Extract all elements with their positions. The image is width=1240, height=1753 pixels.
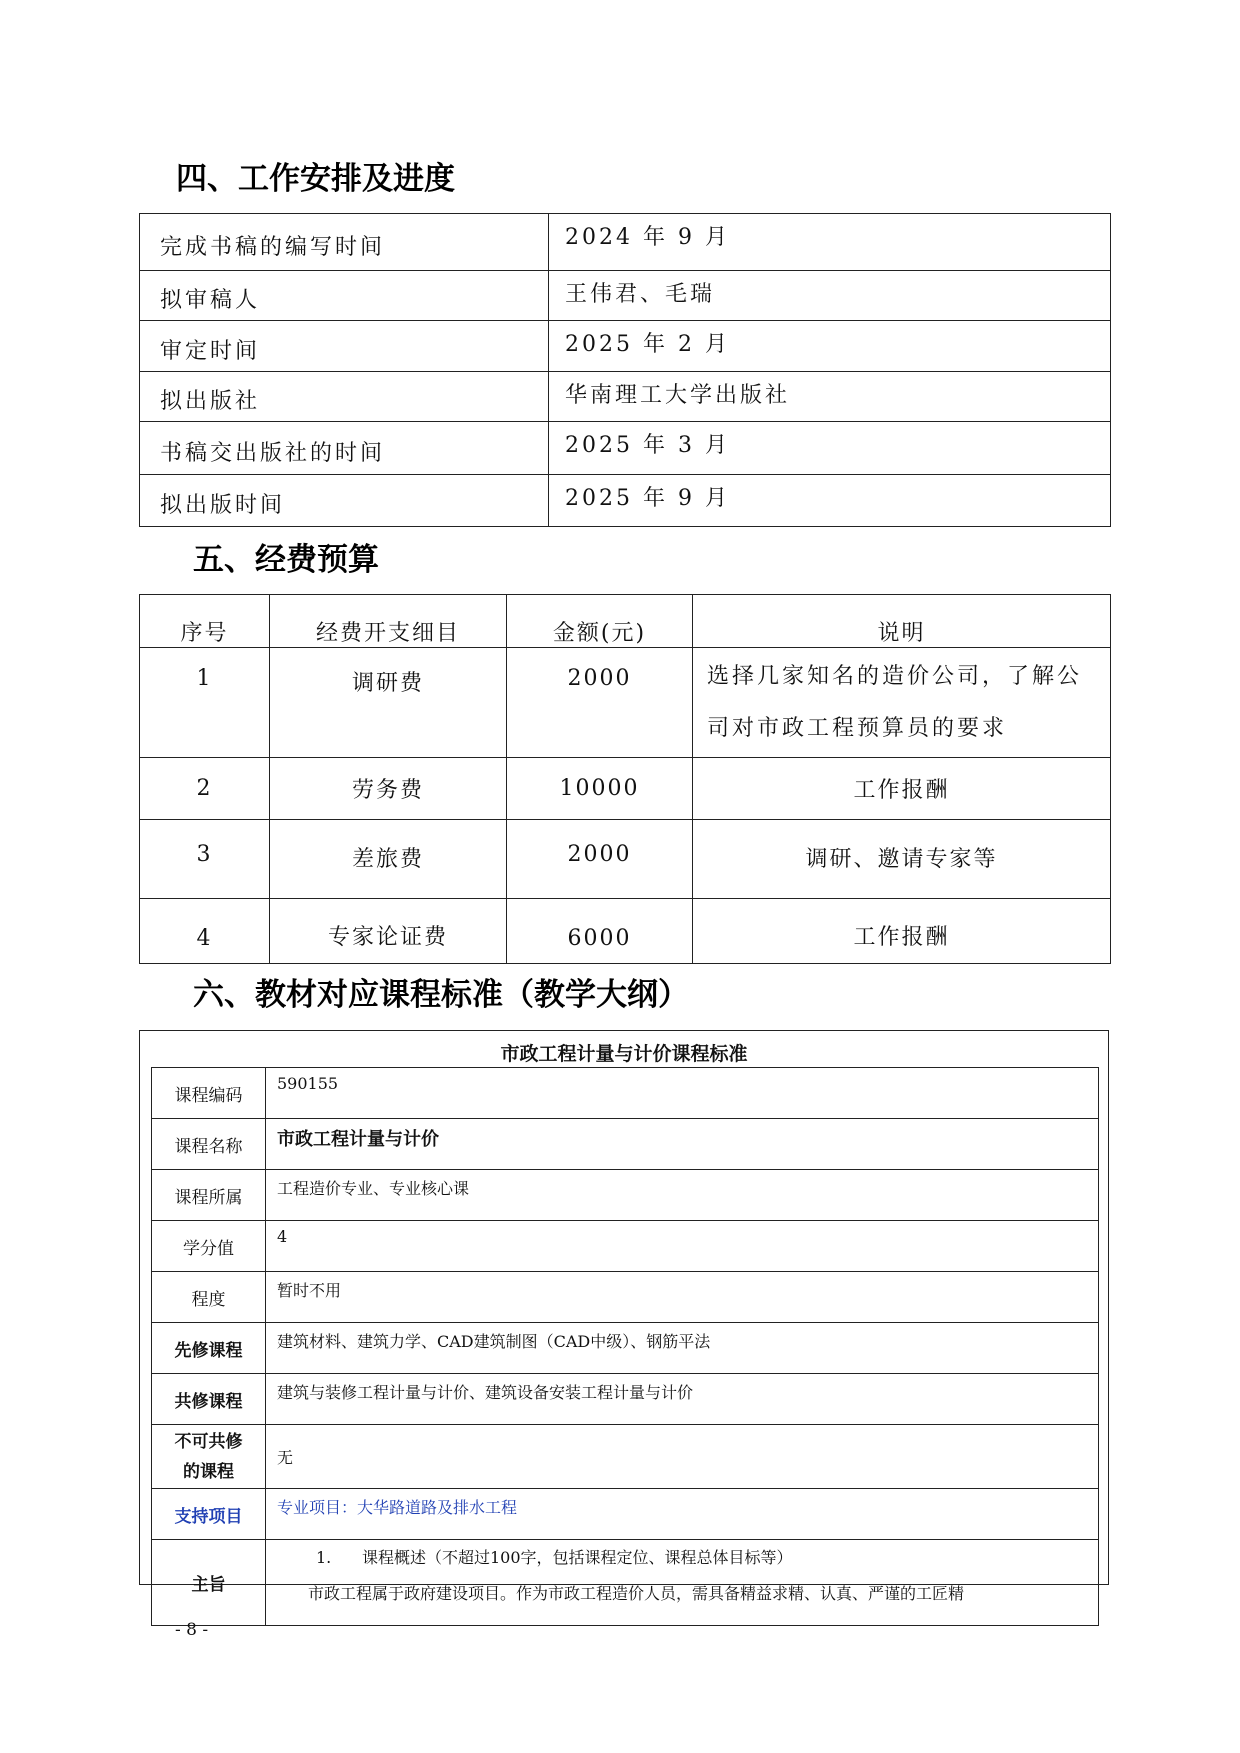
schedule-label: 拟出版时间: [140, 475, 549, 527]
budget-table: [139, 594, 1111, 964]
schedule-label: 拟审稿人: [140, 271, 549, 321]
schedule-value: 2025 年 9 月: [549, 475, 1111, 527]
field-label: [152, 1425, 266, 1489]
field-label: 主旨: [152, 1540, 266, 1626]
field-label: 先修课程: [152, 1323, 266, 1374]
row-item: 专家论证费: [270, 899, 507, 964]
page-number: - 8 -: [175, 1620, 209, 1640]
main-paragraph: 市政工程属于政府建设项目。作为市政工程造价人员，需具备精益求精、认真、严谨的工匠精: [308, 1584, 965, 1603]
table-row: [152, 1374, 1099, 1425]
table-row: [152, 1221, 1099, 1272]
main-item: [316, 1546, 1090, 1570]
table-row: [140, 820, 1111, 899]
table-row: [140, 475, 1111, 527]
header-cell: 金额(元): [507, 595, 693, 648]
table-row: [152, 1272, 1099, 1323]
row-amount: 2000: [507, 820, 693, 899]
course-standard-title: 市政工程计量与计价课程标准: [500, 1043, 748, 1065]
schedule-table: [139, 213, 1111, 527]
row-description: 工作报酬: [693, 899, 1111, 964]
table-row: [152, 1540, 1099, 1626]
main-content: [266, 1540, 1099, 1626]
field-label: 支持项目: [152, 1489, 266, 1540]
header-cell: 经费开支细目: [270, 595, 507, 648]
schedule-value: 2025 年 3 月: [549, 422, 1111, 475]
schedule-value: 华南理工大学出版社: [549, 372, 1111, 422]
course-standard-table: [151, 1067, 1099, 1626]
table-row: [140, 271, 1111, 321]
schedule-label: 完成书稿的编写时间: [140, 214, 549, 271]
section5-title: 五、经费预算: [193, 542, 379, 578]
main-item-text: 课程概述（不超过100字，包括课程定位、课程总体目标等）: [362, 1548, 793, 1567]
row-description: 工作报酬: [693, 758, 1111, 820]
row-amount: 10000: [507, 758, 693, 820]
table-row: [140, 372, 1111, 422]
row-number: 2: [140, 758, 270, 820]
field-label-line: 的课程: [183, 1461, 234, 1482]
table-row: [152, 1068, 1099, 1119]
field-value: 建筑与装修工程计量与计价、建筑设备安装工程计量与计价: [266, 1374, 1099, 1425]
row-amount: 6000: [507, 899, 693, 964]
field-label: 共修课程: [152, 1374, 266, 1425]
table-row: [140, 321, 1111, 372]
row-number: 3: [140, 820, 270, 899]
table-row: [140, 422, 1111, 475]
schedule-value: 2025 年 2 月: [549, 321, 1111, 372]
field-value: 暂时不用: [266, 1272, 1099, 1323]
schedule-value: 王伟君、毛瑞: [549, 271, 1111, 321]
field-value: 无: [266, 1425, 1099, 1489]
field-label: 课程名称: [152, 1119, 266, 1170]
table-row: [152, 1425, 1099, 1489]
main-item-number: 1.: [316, 1548, 332, 1567]
field-value: 市政工程计量与计价: [266, 1119, 1099, 1170]
table-header-row: [140, 595, 1111, 648]
table-row: [140, 214, 1111, 271]
table-row: [140, 758, 1111, 820]
field-label: 学分值: [152, 1221, 266, 1272]
header-cell: 说明: [693, 595, 1111, 648]
table-row: [152, 1489, 1099, 1540]
section4-title: 四、工作安排及进度: [176, 161, 455, 197]
row-number: 1: [140, 648, 270, 758]
field-value: 590155: [266, 1068, 1099, 1119]
row-description: 调研、邀请专家等: [693, 820, 1111, 899]
schedule-value: 2024 年 9 月: [549, 214, 1111, 271]
field-label: 程度: [152, 1272, 266, 1323]
field-value: 专业项目：大华路道路及排水工程: [266, 1489, 1099, 1540]
schedule-label: 审定时间: [140, 321, 549, 372]
field-label: 课程所属: [152, 1170, 266, 1221]
table-row: [152, 1170, 1099, 1221]
table-row: [152, 1119, 1099, 1170]
row-item: 差旅费: [270, 820, 507, 899]
table-row: [140, 899, 1111, 964]
table-row: [140, 648, 1111, 758]
schedule-label: 拟出版社: [140, 372, 549, 422]
row-amount: 2000: [507, 648, 693, 758]
field-value: 建筑材料、建筑力学、CAD建筑制图（CAD中级）、钢筋平法: [266, 1323, 1099, 1374]
row-description: 选择几家知名的造价公司，了解公司对市政工程预算员的要求: [693, 648, 1111, 758]
schedule-label: 书稿交出版社的时间: [140, 422, 549, 475]
section6-title: 六、教材对应课程标准（教学大纲）: [193, 977, 689, 1013]
field-label-line: 不可共修: [174, 1431, 243, 1452]
row-item: 调研费: [270, 648, 507, 758]
field-value: 工程造价专业、专业核心课: [266, 1170, 1099, 1221]
table-row: [152, 1323, 1099, 1374]
field-label: 课程编码: [152, 1068, 266, 1119]
row-item: 劳务费: [270, 758, 507, 820]
field-value: 4: [266, 1221, 1099, 1272]
header-cell: 序号: [140, 595, 270, 648]
row-number: 4: [140, 899, 270, 964]
